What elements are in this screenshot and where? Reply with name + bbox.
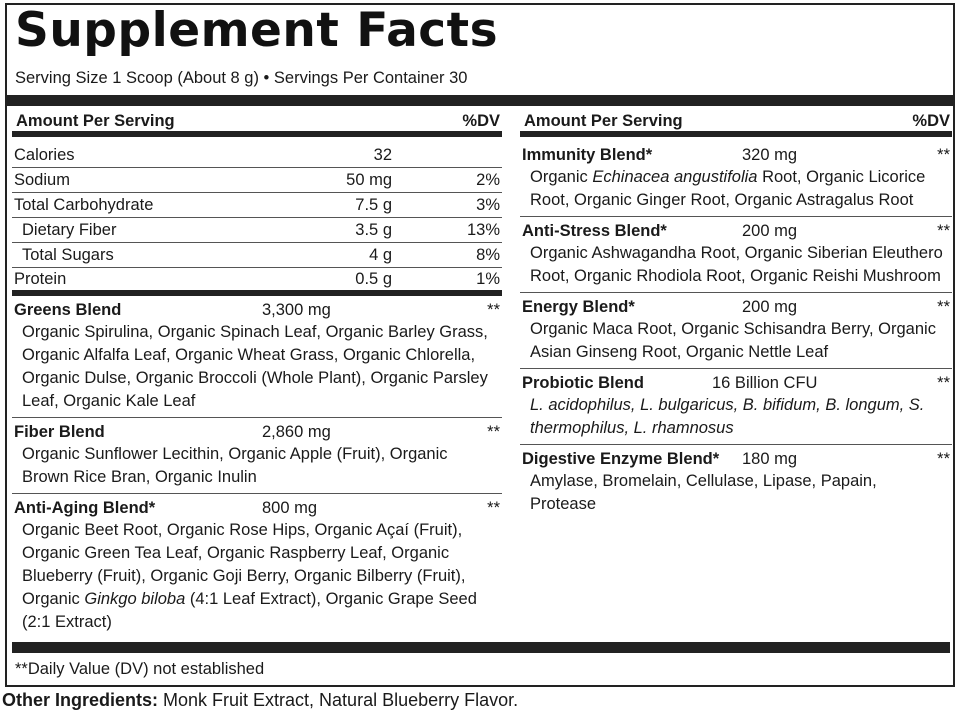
- blend-dv: **: [937, 298, 950, 316]
- blend-ingredients: [522, 394, 950, 440]
- bottom-divider: [12, 642, 950, 653]
- right-header: [520, 106, 952, 137]
- fiber-blend: [12, 418, 502, 494]
- nutrient-amount: 0.5 g: [355, 269, 392, 288]
- nutrient-dv: 8%: [476, 245, 500, 264]
- left-header-label: Amount Per Serving: [16, 112, 175, 130]
- panel-title: Supplement Facts: [15, 3, 499, 58]
- blend-name: Anti-Stress Blend*: [522, 222, 667, 240]
- nutrient-dv: 1%: [476, 269, 500, 288]
- nutrient-amount: 7.5 g: [355, 195, 392, 214]
- blend-dv: **: [937, 450, 950, 468]
- nutrient-amount: 50 mg: [346, 170, 392, 189]
- other-ingredients-value: Monk Fruit Extract, Natural Blueberry Flavor.: [158, 690, 519, 710]
- blend-ingredients: Organic Maca Root, Organic Schisandra Berry, Organic Asian Ginseng Root, Organic Nettle Leaf: [530, 320, 936, 361]
- blend-name: Immunity Blend*: [522, 146, 653, 164]
- blend-amount: 200 mg: [742, 222, 798, 240]
- ingredients-part: Organic: [530, 168, 593, 186]
- blend-ingredients: Organic Spirulina, Organic Spinach Leaf, Organic Barley Grass, Organic Alfalfa Leaf, Organic Wheat Grass, Organic Chlorella, Organic Dulse, Organic Broccoli (Whole Plant), Organic Parsley Leaf, Organic Kale Leaf: [22, 323, 488, 410]
- blend-amount: 2,860 mg: [262, 423, 331, 441]
- ingredients-italic: Echinacea angustifolia: [592, 168, 758, 186]
- ingredients-part: Root, Organic Licorice Root, Organic Ginger Root, Organic Astragalus Root: [530, 168, 926, 209]
- blend-ingredients: [14, 519, 500, 634]
- blend-amount: 180 mg: [742, 450, 798, 468]
- nutrient-amount: 32: [373, 145, 392, 164]
- energy-blend: [520, 293, 952, 369]
- blend-ingredients: Organic Ashwagandha Root, Organic Siberian Eleuthero Root, Organic Rhodiola Root, Organic Reishi Mushroom: [530, 244, 943, 285]
- probiotic-blend: [520, 369, 952, 445]
- nutrient-row: [12, 143, 502, 168]
- nutrient-row: [12, 218, 502, 243]
- blend-ingredients: Amylase, Bromelain, Cellulase, Lipase, Papain, Protease: [530, 472, 877, 513]
- blend-name: Digestive Enzyme Blend*: [522, 450, 720, 468]
- nutrient-row: [12, 243, 502, 268]
- ingredients-italic: Ginkgo biloba: [84, 590, 186, 608]
- blend-amount: 800 mg: [262, 499, 318, 517]
- nutrient-name: Calories: [14, 145, 75, 164]
- nutrient-name: Protein: [14, 269, 67, 288]
- right-header-dv: %DV: [912, 112, 950, 130]
- serving-info: Serving Size 1 Scoop (About 8 g) • Servings Per Container 30: [15, 69, 468, 87]
- immunity-blend: [520, 137, 952, 217]
- other-ingredients-label: Other Ingredients:: [2, 690, 159, 710]
- left-column: [12, 106, 502, 638]
- left-header: [12, 106, 502, 137]
- blend-name: Energy Blend*: [522, 298, 635, 316]
- nutrient-dv: 3%: [476, 195, 500, 214]
- blend-ingredients: Organic Sunflower Lecithin, Organic Apple (Fruit), Organic Brown Rice Bran, Organic Inulin: [22, 445, 448, 486]
- nutrient-name: Dietary Fiber: [22, 220, 117, 239]
- blend-name: Anti-Aging Blend*: [14, 499, 156, 517]
- blend-amount: 3,300 mg: [262, 301, 331, 319]
- ingredients-part: Organic Beet Root, Organic Rose Hips, Organic Açaí (Fruit), Organic Green Tea Leaf, Organic Raspberry Leaf, Organic Blueberry (Fruit), Organic Goji Berry, Organic Bilberry (Fruit), Organic: [22, 521, 466, 608]
- greens-blend: [12, 296, 502, 418]
- nutrient-row: [12, 268, 502, 296]
- other-ingredients: [2, 690, 518, 711]
- nutrient-amount: 3.5 g: [355, 220, 392, 239]
- left-header-dv: %DV: [462, 112, 500, 130]
- blend-amount: 200 mg: [742, 298, 798, 316]
- right-column: [520, 106, 952, 520]
- blend-ingredients: [522, 166, 950, 212]
- footnote: **Daily Value (DV) not established: [15, 660, 265, 678]
- blend-dv: **: [937, 374, 950, 392]
- blend-dv: **: [937, 146, 950, 164]
- nutrient-row: [12, 193, 502, 218]
- blend-name: Greens Blend: [14, 301, 122, 319]
- blend-dv: **: [937, 222, 950, 240]
- anti-stress-blend: [520, 217, 952, 293]
- blend-amount: 320 mg: [742, 146, 798, 164]
- right-header-label: Amount Per Serving: [524, 112, 683, 130]
- nutrient-name: Total Carbohydrate: [14, 195, 154, 214]
- digestive-enzyme-blend: [520, 445, 952, 520]
- ingredients-part: (4:1 Leaf Extract), Organic Grape Seed (2:1 Extract): [22, 590, 477, 631]
- nutrient-dv: 13%: [466, 220, 500, 239]
- blend-dv: **: [487, 301, 500, 319]
- blend-name: Fiber Blend: [14, 423, 105, 441]
- ingredients-italic: L. acidophilus, L. bulgaricus, B. bifidum, B. longum, S. thermophilus, L. rhamnosus: [530, 396, 925, 437]
- nutrient-name: Sodium: [14, 170, 70, 189]
- top-divider: [7, 95, 953, 106]
- blend-amount: 16 Billion CFU: [712, 374, 818, 392]
- nutrient-dv: 2%: [476, 170, 500, 189]
- blend-dv: **: [487, 423, 500, 441]
- nutrient-name: Total Sugars: [22, 245, 114, 264]
- nutrient-amount: 4 g: [369, 245, 392, 264]
- supplement-facts-panel: [5, 3, 955, 687]
- anti-aging-blend: [12, 494, 502, 638]
- blend-name: Probiotic Blend: [522, 374, 644, 392]
- blend-dv: **: [487, 499, 500, 517]
- nutrient-row: [12, 168, 502, 193]
